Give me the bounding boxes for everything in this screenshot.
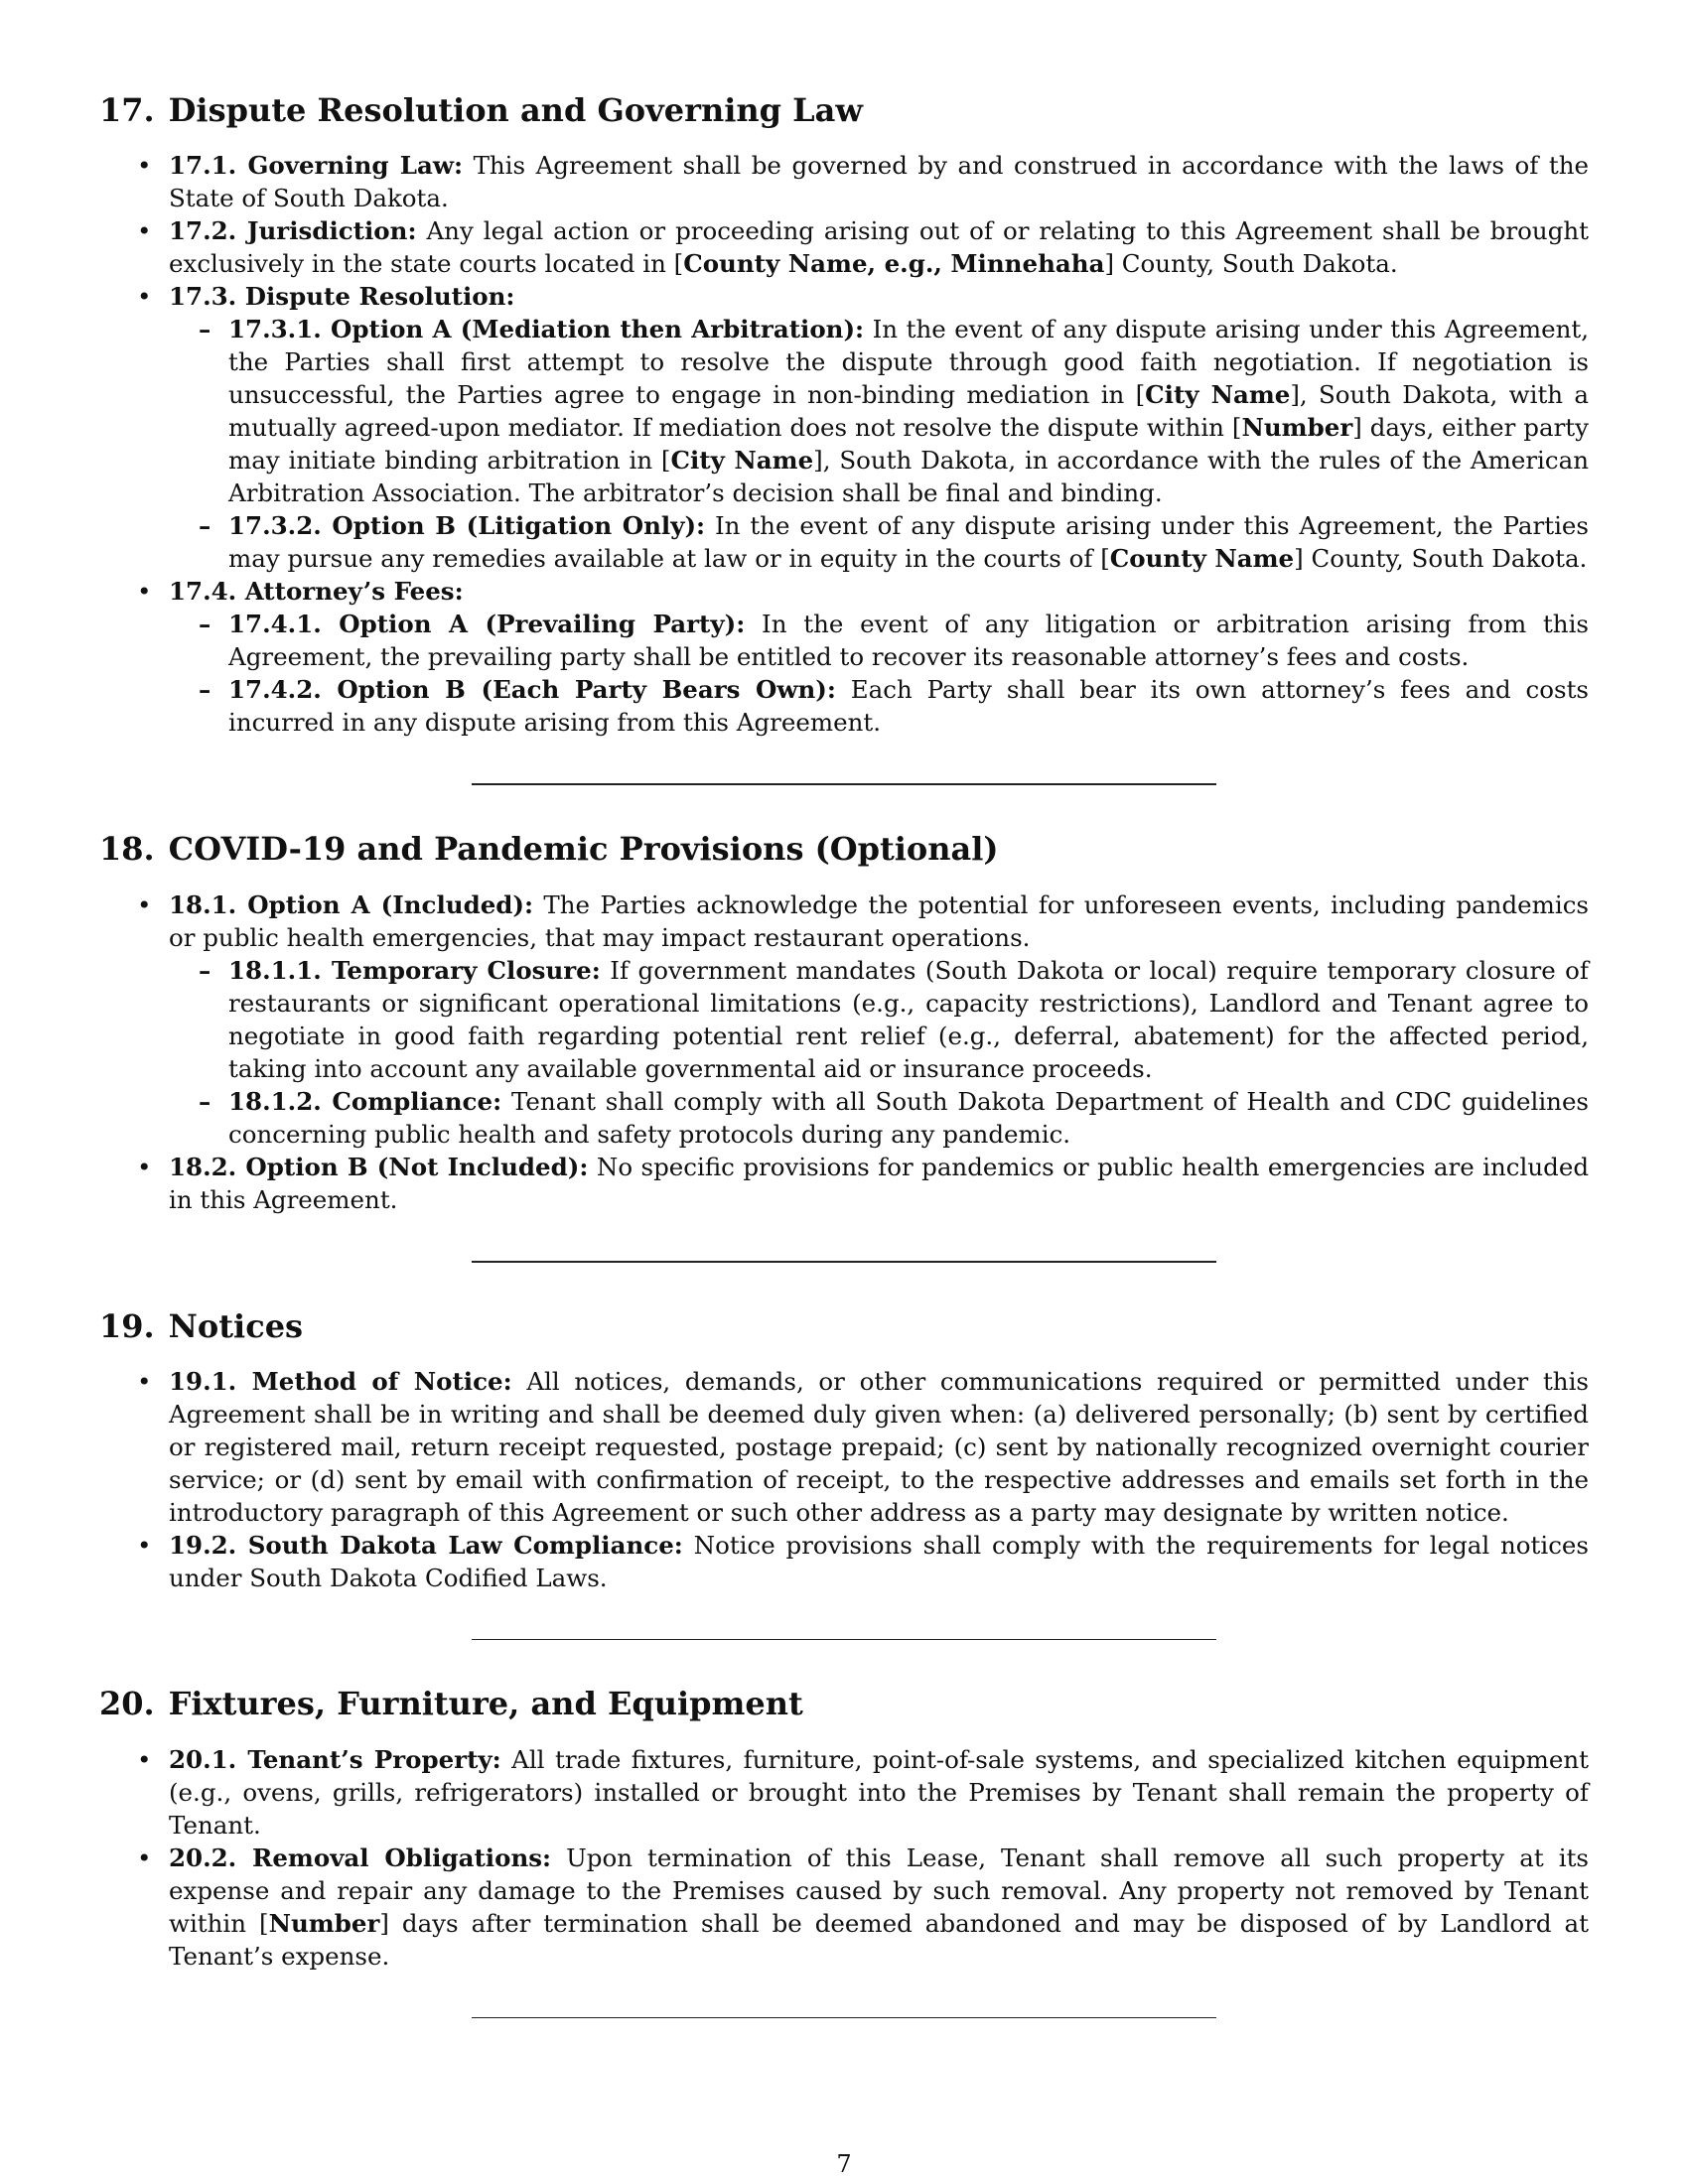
section-19 [99,1307,1589,1594]
clause-list [99,888,1589,1216]
section-heading: 20. Fixtures, Furniture, and Equipment [99,1685,803,1723]
clause-17-1: • 17.1. Governing Law: This Agreement shall be governed by and construed in accordance with the laws of the State of South Dakota. [99,149,1589,214]
clause-18-1-2: – 18.1.2. Compliance: Tenant shall comply with all South Dakota Department of Health and CDC guidelines concerning public health and safety protocols during any pandemic. [169,1085,1589,1151]
horizontal-rule [472,1261,1216,1263]
page-number: 7 [836,2150,852,2178]
clause-18-1-1: – 18.1.1. Temporary Closure: If government mandates (South Dakota or local) require temporary closure of restaurants or significant operational limitations (e.g., capacity restrictions), Landlord and Tenant agree to negotiate in good faith regarding potential rent relief (e.g., deferral, abatement) for the affected period, taking into account any available governmental aid or insurance proceeds. [169,954,1589,1085]
horizontal-rule [472,2017,1216,2018]
clause-17-4: • 17.4. Attorney’s Fees: – 17.4.1. Option A (Prevailing Party): In the event of any litigation or arbitration arising from this Agreement, the prevailing party shall be entitled to recover its reasonable attorney’s fees and costs. – 17.4.2. Option B (Each Party Bears Own): Each Party shall bear its own attorney’s fees and costs incurred in any dispute arising from this Agreement. [99,575,1589,739]
clause-20-2: • 20.2. Removal Obligations: Upon termination of this Lease, Tenant shall remove all such property at its expense and repair any damage to the Premises caused by such removal. Any property not removed by Tenant within [Number] days after termination shall be deemed abandoned and may be disposed of by Landlord at Tenant’s expense. [99,1842,1589,1973]
section-heading: 18. COVID-19 and Pandemic Provisions (Optional) [99,830,999,869]
clause-17-3-2: – 17.3.2. Option B (Litigation Only): In the event of any dispute arising under this Agreement, the Parties may pursue any remedies available at law or in equity in the courts of [County Name] County, South Dakota. [169,509,1589,575]
clause-18-2: • 18.2. Option B (Not Included): No specific provisions for pandemics or public health emergencies are included in this Agreement. [99,1151,1589,1216]
clause-17-3: • 17.3. Dispute Resolution: – 17.3.1. Option A (Mediation then Arbitration): In the event of any dispute arising under this Agreement, the Parties shall first attempt to resolve the dispute through good faith negotiation. If negotiation is unsuccessful, the Parties agree to engage in non-binding mediation in [City Name], South Dakota, with a mutually agreed-upon mediator. If mediation does not resolve the dispute within [Number] days, either party may initiate binding arbitration in [City Name], South Dakota, in accordance with the rules of the American Arbitration Association. The arbitrator’s decision shall be final and binding. – 17.3.2. Option B (Litigation Only): In the event of any dispute arising under this Agreement, the Parties may pursue any remedies available at law or in equity in the courts of [County Name] County, South Dakota. [99,280,1589,575]
clause-17-3-1: – 17.3.1. Option A (Mediation then Arbitration): In the event of any dispute arising under this Agreement, the Parties shall first attempt to resolve the dispute through good faith negotiation. If negotiation is unsuccessful, the Parties agree to engage in non-binding mediation in [City Name], South Dakota, with a mutually agreed-upon mediator. If mediation does not resolve the dispute within [Number] days, either party may initiate binding arbitration in [City Name], South Dakota, in accordance with the rules of the American Arbitration Association. The arbitrator’s decision shall be final and binding. [169,313,1589,509]
section-18 [99,830,1589,1215]
clause-list [99,149,1589,739]
clause-17-4-2: – 17.4.2. Option B (Each Party Bears Own): Each Party shall bear its own attorney’s fees and costs incurred in any dispute arising from this Agreement. [169,673,1589,739]
clause-19-1: • 19.1. Method of Notice: All notices, demands, or other communications required or permitted under this Agreement shall be in writing and shall be deemed duly given when: (a) delivered personally; (b) sent by certified or registered mail, return receipt requested, postage prepaid; (c) sent by nationally recognized overnight courier service; or (d) sent by email with confirmation of receipt, to the respective addresses and emails set forth in the introductory paragraph of this Agreement or such other address as a party may designate by written notice. [99,1365,1589,1529]
clause-19-2: • 19.2. South Dakota Law Compliance: Notice provisions shall comply with the requirements for legal notices under South Dakota Codified Laws. [99,1529,1589,1594]
subclause-list [169,608,1589,739]
clause-18-1: • 18.1. Option A (Included): The Parties acknowledge the potential for unforeseen events, including pandemics or public health emergencies, that may impact restaurant operations. – 18.1.1. Temporary Closure: If government mandates (South Dakota or local) require temporary closure of restaurants or significant operational limitations (e.g., capacity restrictions), Landlord and Tenant agree to negotiate in good faith regarding potential rent relief (e.g., deferral, abatement) for the affected period, taking into account any available governmental aid or insurance proceeds. – 18.1.2. Compliance: Tenant shall comply with all South Dakota Department of Health and CDC guidelines concerning public health and safety protocols during any pandemic. [99,888,1589,1151]
subclause-list [169,313,1589,575]
document-page [99,91,1589,2063]
clause-17-4-1: – 17.4.1. Option A (Prevailing Party): In the event of any litigation or arbitration arising from this Agreement, the prevailing party shall be entitled to recover its reasonable attorney’s fees and costs. [169,608,1589,673]
section-heading: 17. Dispute Resolution and Governing Law [99,91,863,129]
horizontal-rule [472,783,1216,785]
clause-20-1: • 20.1. Tenant’s Property: All trade fixtures, furniture, point-of-sale systems, and specialized kitchen equipment (e.g., ovens, grills, refrigerators) installed or brought into the Premises by Tenant shall remain the property of Tenant. [99,1743,1589,1842]
horizontal-rule [472,1639,1216,1640]
subclause-list [169,954,1589,1151]
section-heading: 19. Notices [99,1306,304,1345]
clause-17-2: • 17.2. Jurisdiction: Any legal action or proceeding arising out of or relating to this Agreement shall be brought exclusively in the state courts located in [County Name, e.g., Minnehaha] County, South Dakota. [99,214,1589,280]
clause-list [99,1365,1589,1594]
section-17 [99,91,1589,739]
section-20 [99,1685,1589,1972]
clause-list [99,1743,1589,1973]
